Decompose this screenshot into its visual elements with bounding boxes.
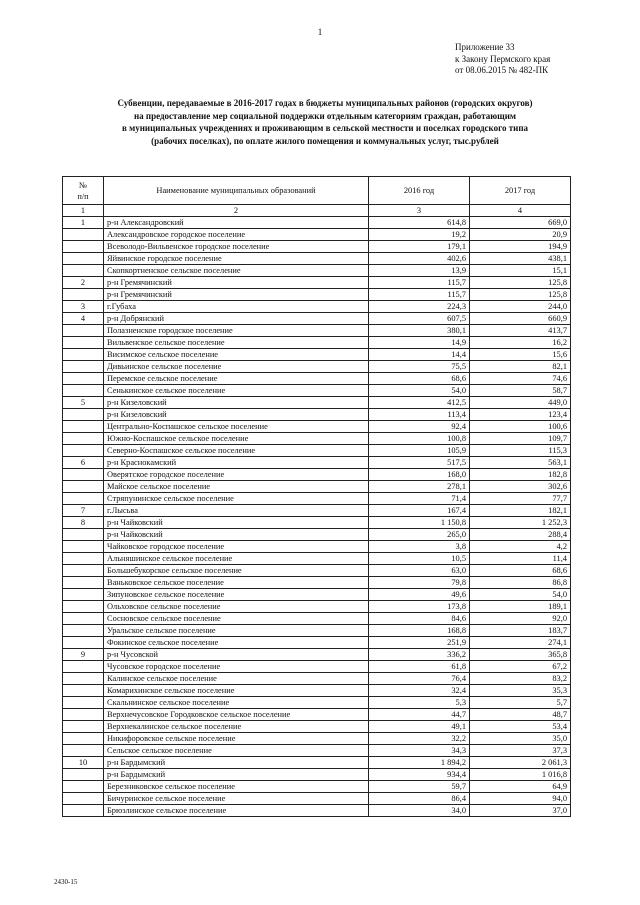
footer-code: 2430-15 (54, 878, 78, 886)
title-line-4: (рабочих поселках), по оплате жилого помещения и коммунальных услуг, тыс.рублей (151, 135, 499, 146)
value-2016: 84,6 (369, 613, 470, 625)
column-number: 1 (63, 205, 104, 217)
table-row (63, 373, 571, 385)
value-2016: 402,6 (369, 253, 470, 265)
table-row (63, 637, 571, 649)
row-number: 3 (63, 301, 104, 313)
table-row (63, 481, 571, 493)
row-number (63, 349, 104, 361)
value-2017: 660,9 (470, 313, 571, 325)
value-2016: 278,1 (369, 481, 470, 493)
value-2016: 5,3 (369, 697, 470, 709)
municipality-name: р-н Гремячинский (104, 289, 369, 301)
value-2017: 438,1 (470, 253, 571, 265)
value-2017: 365,8 (470, 649, 571, 661)
column-number: 3 (369, 205, 470, 217)
row-number: 5 (63, 397, 104, 409)
row-number (63, 721, 104, 733)
municipality-name: Висимское сельское поселение (104, 349, 369, 361)
value-2017: 94,0 (470, 793, 571, 805)
municipality-name: Сенькинское сельское поселение (104, 385, 369, 397)
row-number (63, 325, 104, 337)
municipality-name: Центрально-Коспашское сельское поселение (104, 421, 369, 433)
table-row (63, 409, 571, 421)
page-number: 1 (317, 27, 323, 37)
table-row (63, 661, 571, 673)
value-2016: 49,1 (369, 721, 470, 733)
row-number: 9 (63, 649, 104, 661)
municipality-name: Южно-Коспашское сельское поселение (104, 433, 369, 445)
value-2016: 75,5 (369, 361, 470, 373)
municipality-name: р-н Бардымский (104, 769, 369, 781)
value-2016: 412,5 (369, 397, 470, 409)
municipality-name: Скопкортненское сельское поселение (104, 265, 369, 277)
table-row (63, 469, 571, 481)
header-number-text: № п/п (77, 180, 89, 201)
value-2017: 68,6 (470, 565, 571, 577)
municipality-name: Яйвинское городское поселение (104, 253, 369, 265)
row-number: 1 (63, 217, 104, 229)
value-2017: 123,4 (470, 409, 571, 421)
row-number (63, 589, 104, 601)
table-row (63, 301, 571, 313)
table-row (63, 673, 571, 685)
value-2017: 189,1 (470, 601, 571, 613)
municipality-name: Александровское городское поселение (104, 229, 369, 241)
municipality-name: Полазненское городское поселение (104, 325, 369, 337)
municipality-name: г.Лысьва (104, 505, 369, 517)
municipality-name: Скальнинское сельское поселение (104, 697, 369, 709)
table-row (63, 385, 571, 397)
value-2016: 1 150,8 (369, 517, 470, 529)
table-row (63, 625, 571, 637)
municipality-name: Чусовское городское поселение (104, 661, 369, 673)
row-number (63, 541, 104, 553)
value-2016: 61,8 (369, 661, 470, 673)
table-row (63, 721, 571, 733)
value-2016: 251,9 (369, 637, 470, 649)
value-2017: 100,6 (470, 421, 571, 433)
value-2017: 67,2 (470, 661, 571, 673)
value-2017: 35,0 (470, 733, 571, 745)
municipality-name: Фокинское сельское поселение (104, 637, 369, 649)
municipality-name: Всеволодо-Вильвенское городское поселение (104, 241, 369, 253)
value-2017: 15,6 (470, 349, 571, 361)
value-2017: 125,8 (470, 289, 571, 301)
municipality-name: Ваньковское сельское поселение (104, 577, 369, 589)
header-2016: 2016 год (369, 177, 470, 205)
value-2016: 115,7 (369, 277, 470, 289)
municipality-name: р-н Кизеловский (104, 397, 369, 409)
value-2017: 35,3 (470, 685, 571, 697)
value-2017: 194,9 (470, 241, 571, 253)
row-number (63, 289, 104, 301)
table-row (63, 685, 571, 697)
row-number (63, 529, 104, 541)
value-2017: 2 061,3 (470, 757, 571, 769)
value-2017: 15,1 (470, 265, 571, 277)
table-row (63, 649, 571, 661)
row-number (63, 361, 104, 373)
municipality-name: Перемское сельское поселение (104, 373, 369, 385)
value-2017: 54,0 (470, 589, 571, 601)
document-title (40, 97, 610, 147)
value-2016: 168,0 (369, 469, 470, 481)
value-2016: 79,8 (369, 577, 470, 589)
table-row (63, 553, 571, 565)
row-number (63, 421, 104, 433)
municipality-name: р-н Кизеловский (104, 409, 369, 421)
table-row (63, 493, 571, 505)
value-2016: 173,8 (369, 601, 470, 613)
row-number (63, 685, 104, 697)
municipality-name: р-н Краснокамский (104, 457, 369, 469)
table-row (63, 457, 571, 469)
value-2016: 14,4 (369, 349, 470, 361)
row-number (63, 745, 104, 757)
row-number (63, 409, 104, 421)
municipality-name: Большебукорское сельское поселение (104, 565, 369, 577)
table-row (63, 433, 571, 445)
row-number (63, 805, 104, 817)
value-2016: 14,9 (369, 337, 470, 349)
value-2016: 607,5 (369, 313, 470, 325)
municipality-name: Никифоровское сельское поселение (104, 733, 369, 745)
value-2017: 302,6 (470, 481, 571, 493)
row-number (63, 793, 104, 805)
table-row (63, 697, 571, 709)
table-row (63, 769, 571, 781)
municipality-name: Бичуринское сельское поселение (104, 793, 369, 805)
table-row (63, 289, 571, 301)
table-row (63, 745, 571, 757)
municipality-name: Ольховское сельское поселение (104, 601, 369, 613)
municipality-name: Зипуновское сельское поселение (104, 589, 369, 601)
value-2017: 16,2 (470, 337, 571, 349)
table-row (63, 709, 571, 721)
value-2017: 1 252,3 (470, 517, 571, 529)
municipality-name: р-н Чусовской (104, 649, 369, 661)
value-2017: 64,9 (470, 781, 571, 793)
value-2017: 1 016,8 (470, 769, 571, 781)
value-2016: 44,7 (369, 709, 470, 721)
row-number: 8 (63, 517, 104, 529)
value-2017: 48,7 (470, 709, 571, 721)
value-2016: 517,5 (369, 457, 470, 469)
value-2017: 182,8 (470, 469, 571, 481)
value-2016: 76,4 (369, 673, 470, 685)
table-row (63, 541, 571, 553)
value-2017: 92,0 (470, 613, 571, 625)
column-number: 4 (470, 205, 571, 217)
value-2017: 5,7 (470, 697, 571, 709)
row-number (63, 637, 104, 649)
table-row (63, 217, 571, 229)
table-row (63, 601, 571, 613)
table-row (63, 421, 571, 433)
row-number (63, 673, 104, 685)
row-number (63, 445, 104, 457)
value-2017: 274,1 (470, 637, 571, 649)
row-number (63, 241, 104, 253)
column-number-row (63, 205, 571, 217)
value-2016: 59,7 (369, 781, 470, 793)
municipality-name: Комарихинское сельское поселение (104, 685, 369, 697)
value-2017: 77,7 (470, 493, 571, 505)
row-number: 2 (63, 277, 104, 289)
row-number (63, 265, 104, 277)
row-number (63, 781, 104, 793)
value-2016: 54,0 (369, 385, 470, 397)
value-2017: 125,8 (470, 277, 571, 289)
table-row (63, 241, 571, 253)
header-number (63, 177, 104, 205)
table-row (63, 265, 571, 277)
row-number (63, 229, 104, 241)
table-row (63, 325, 571, 337)
value-2016: 34,0 (369, 805, 470, 817)
row-number (63, 565, 104, 577)
title-line-3: в муниципальных учреждениях и проживающим в сельской местности и поселках городского типа (121, 123, 529, 133)
value-2016: 71,4 (369, 493, 470, 505)
value-2017: 20,9 (470, 229, 571, 241)
row-number (63, 601, 104, 613)
municipality-name: р-н Чайковский (104, 529, 369, 541)
row-number: 4 (63, 313, 104, 325)
table-row (63, 565, 571, 577)
municipality-name: Майское сельское поселение (104, 481, 369, 493)
row-number (63, 733, 104, 745)
value-2016: 105,9 (369, 445, 470, 457)
municipality-name: Северно-Коспашское сельское поселение (104, 445, 369, 457)
row-number (63, 337, 104, 349)
table-row (63, 577, 571, 589)
row-number (63, 385, 104, 397)
table-row (63, 793, 571, 805)
value-2017: 288,4 (470, 529, 571, 541)
municipality-name: г.Губаха (104, 301, 369, 313)
table-row (63, 337, 571, 349)
value-2016: 86,4 (369, 793, 470, 805)
row-number: 10 (63, 757, 104, 769)
value-2016: 168,8 (369, 625, 470, 637)
value-2016: 34,3 (369, 745, 470, 757)
table-header-row (63, 177, 571, 205)
value-2017: 11,4 (470, 553, 571, 565)
value-2016: 13,9 (369, 265, 470, 277)
value-2016: 265,0 (369, 529, 470, 541)
municipality-name: р-н Бардымский (104, 757, 369, 769)
title-line-1: Субвенции, передаваемые в 2016-2017 годах в бюджеты муниципальных районов (городских округов) (117, 98, 533, 108)
value-2016: 10,5 (369, 553, 470, 565)
municipality-name: Чайковское городское поселение (104, 541, 369, 553)
value-2016: 614,8 (369, 217, 470, 229)
row-number (63, 613, 104, 625)
value-2017: 83,2 (470, 673, 571, 685)
municipality-name: Брюзлинское сельское поселение (104, 805, 369, 817)
municipality-name: р-н Александровский (104, 217, 369, 229)
table-row (63, 529, 571, 541)
value-2017: 86,8 (470, 577, 571, 589)
value-2017: 115,3 (470, 445, 571, 457)
value-2016: 63,0 (369, 565, 470, 577)
municipality-name: Сельское сельское поселение (104, 745, 369, 757)
row-number (63, 625, 104, 637)
title-line-2: на предоставление мер социальной поддержки отдельным категориям граждан, работающим (133, 110, 517, 121)
row-number (63, 661, 104, 673)
municipality-name: Альняшинское сельское поселение (104, 553, 369, 565)
value-2017: 4,2 (470, 541, 571, 553)
table-row (63, 505, 571, 517)
appendix-reference (455, 42, 550, 77)
table-row (63, 253, 571, 265)
row-number (63, 553, 104, 565)
row-number (63, 433, 104, 445)
value-2016: 32,4 (369, 685, 470, 697)
value-2016: 100,8 (369, 433, 470, 445)
row-number (63, 481, 104, 493)
table-row (63, 781, 571, 793)
header-2017: 2017 год (470, 177, 571, 205)
value-2017: 183,7 (470, 625, 571, 637)
municipality-name: р-н Чайковский (104, 517, 369, 529)
municipality-name: Уральское сельское поселение (104, 625, 369, 637)
row-number (63, 769, 104, 781)
value-2017: 413,7 (470, 325, 571, 337)
table-row (63, 517, 571, 529)
value-2016: 934,4 (369, 769, 470, 781)
value-2016: 92,4 (369, 421, 470, 433)
column-number: 2 (104, 205, 369, 217)
value-2016: 1 894,2 (369, 757, 470, 769)
table-row (63, 445, 571, 457)
municipality-name: Верхнекалинское сельское поселение (104, 721, 369, 733)
municipality-name: Верхнечусовское Городковское сельское поселение (104, 709, 369, 721)
value-2016: 49,6 (369, 589, 470, 601)
table-row (63, 757, 571, 769)
row-number (63, 469, 104, 481)
row-number: 6 (63, 457, 104, 469)
value-2016: 336,2 (369, 649, 470, 661)
value-2017: 82,1 (470, 361, 571, 373)
table-row (63, 733, 571, 745)
value-2016: 179,1 (369, 241, 470, 253)
header-name: Наименование муниципальных образований (104, 177, 369, 205)
appendix-line-3: от 08.06.2015 № 482-ПК (455, 65, 549, 75)
value-2016: 380,1 (369, 325, 470, 337)
value-2016: 167,4 (369, 505, 470, 517)
table-row (63, 349, 571, 361)
value-2016: 32,2 (369, 733, 470, 745)
table-row (63, 613, 571, 625)
municipality-name: р-н Добрянский (104, 313, 369, 325)
value-2016: 68,6 (369, 373, 470, 385)
value-2017: 449,0 (470, 397, 571, 409)
table-row (63, 277, 571, 289)
row-number (63, 577, 104, 589)
subsidy-table (62, 176, 571, 817)
value-2016: 113,4 (369, 409, 470, 421)
municipality-name: Сосновское сельское поселение (104, 613, 369, 625)
municipality-name: р-н Гремячинский (104, 277, 369, 289)
appendix-line-1: Приложение 33 (455, 42, 515, 52)
row-number (63, 493, 104, 505)
value-2016: 224,3 (369, 301, 470, 313)
row-number (63, 253, 104, 265)
table-row (63, 397, 571, 409)
value-2017: 669,0 (470, 217, 571, 229)
municipality-name: Оверятское городское поселение (104, 469, 369, 481)
table-row (63, 361, 571, 373)
row-number (63, 373, 104, 385)
value-2016: 115,7 (369, 289, 470, 301)
value-2016: 3,8 (369, 541, 470, 553)
municipality-name: Стряпунинское сельское поселение (104, 493, 369, 505)
municipality-name: Дивьинское сельское поселение (104, 361, 369, 373)
row-number (63, 697, 104, 709)
value-2017: 37,0 (470, 805, 571, 817)
row-number (63, 709, 104, 721)
value-2017: 244,0 (470, 301, 571, 313)
table-row (63, 589, 571, 601)
municipality-name: Вильвенское сельское поселение (104, 337, 369, 349)
value-2017: 182,1 (470, 505, 571, 517)
value-2017: 563,1 (470, 457, 571, 469)
row-number: 7 (63, 505, 104, 517)
value-2017: 53,4 (470, 721, 571, 733)
value-2017: 109,7 (470, 433, 571, 445)
appendix-line-2: к Закону Пермского края (455, 53, 551, 64)
value-2016: 19,2 (369, 229, 470, 241)
table-row (63, 805, 571, 817)
municipality-name: Березниковское сельское поселение (104, 781, 369, 793)
municipality-name: Калинское сельское поселение (104, 673, 369, 685)
table-row (63, 313, 571, 325)
value-2017: 74,6 (470, 373, 571, 385)
table-row (63, 229, 571, 241)
value-2017: 58,7 (470, 385, 571, 397)
value-2017: 37,3 (470, 745, 571, 757)
